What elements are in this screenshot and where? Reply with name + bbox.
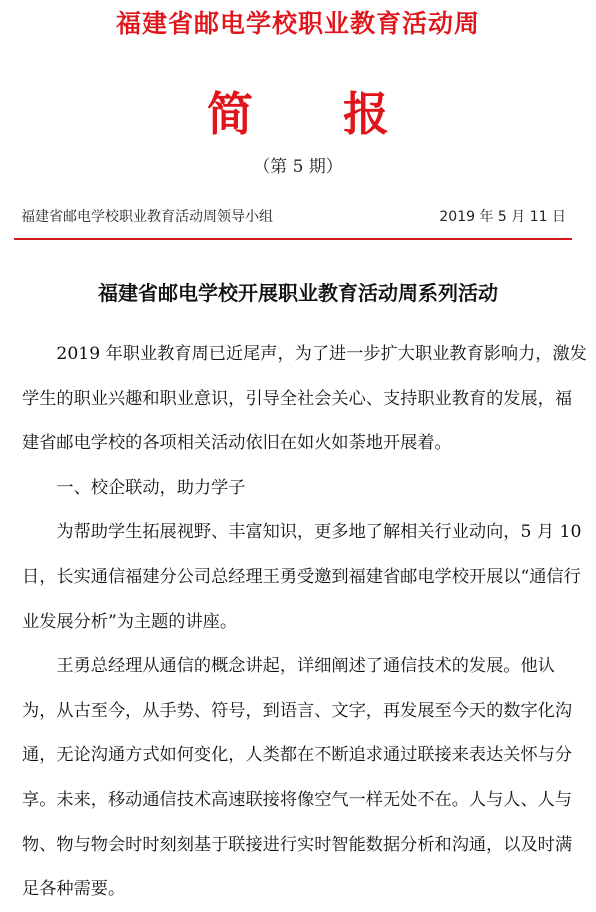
- section-heading: 一、校企联动，助力学子: [56, 477, 246, 498]
- issue-number: （第 5 期）: [253, 157, 343, 177]
- article-body: [22, 332, 588, 912]
- masthead-title: 福建省邮电学校职业教育活动周: [115, 9, 480, 38]
- paragraph-intro: 2019 年职业教育周已近尾声，为了进一步扩大职业教育影响力，激发学生的职业兴趣和职业意识，引导全社会关心、支持职业教育的发展，福建省邮电学校的各项相关活动依旧在如火如荼地开展着。: [22, 344, 587, 454]
- red-divider: [14, 238, 572, 240]
- publisher-line: 福建省邮电学校职业教育活动周领导小组: [21, 209, 273, 225]
- publish-date: 2019 年 5 月 11 日: [439, 209, 566, 225]
- paragraph-communication: 王勇总经理从通信的概念讲起，详细阐述了通信技术的发展。他认为，从古至今，从手势、符号，到语言、文字，再发展至今天的数字化沟通，无论沟通方式如何变化，人类都在不断追求通过联接来表达关怀与分享。未来，移动通信技术高速联接将像空气一样无处不在。人与人、人与物、物与物会时时刻刻基于联接进行实时智能数据分析和沟通，以及时满足各种需要。: [22, 656, 573, 900]
- article-title: 福建省邮电学校开展职业教育活动周系列活动: [98, 281, 498, 305]
- brief-title: 简报: [207, 87, 479, 141]
- paragraph-lecture: 为帮助学生拓展视野、丰富知识，更多地了解相关行业动向，5 月 10 日，长实通信福建分公司总经理王勇受邀到福建省邮电学校开展以“通信行业发展分析”为主题的讲座。: [22, 522, 582, 632]
